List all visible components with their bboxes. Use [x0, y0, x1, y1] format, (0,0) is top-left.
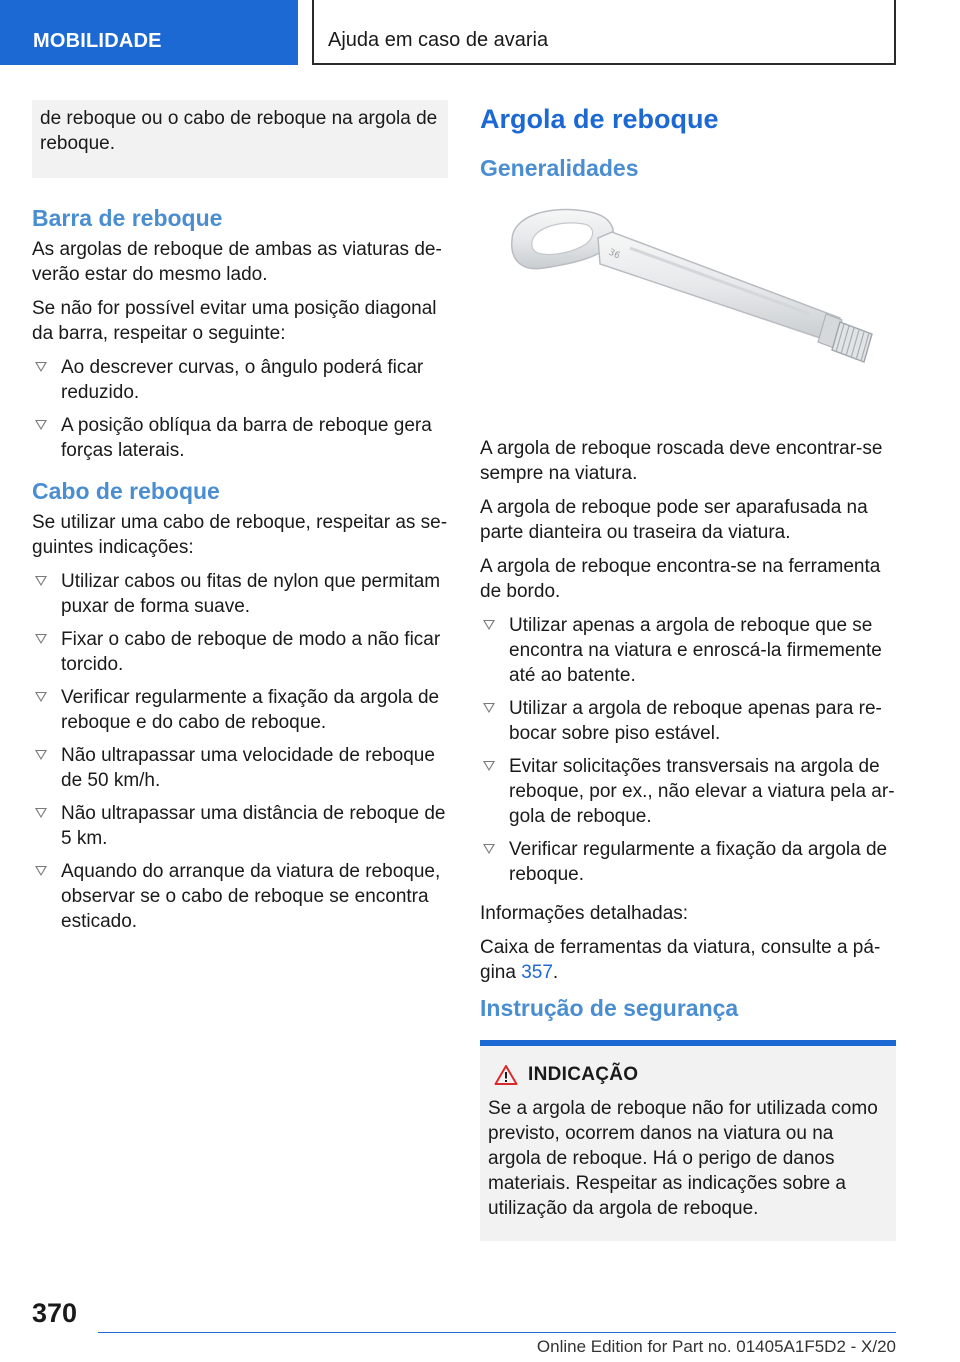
bullet-triangle-icon	[35, 692, 47, 702]
list-item: Aquando do arranque da viatura de reboque, observar se o cabo de reboque se encontra esticado.	[32, 859, 448, 934]
bullet-triangle-icon	[35, 420, 47, 430]
list-item: Não ultrapassar uma velocidade de reboque de 50 km/h.	[32, 743, 448, 793]
general-paragraph-2: A argola de reboque pode ser aparafusada na parte dianteira ou traseira da viatura.	[480, 497, 868, 543]
list-item: Utilizar a argola de reboque apenas para rebocar sobre piso estável.	[480, 696, 896, 746]
list-item: Não ultrapassar uma distância de reboque de 5 km.	[32, 801, 448, 851]
tow-rope-heading: Cabo de reboque	[32, 478, 220, 504]
page-number: 370	[32, 1298, 78, 1328]
svg-text:36: 36	[606, 247, 622, 262]
bullet-triangle-icon	[483, 620, 495, 630]
list-item: Utilizar apenas a argola de reboque que se encontra na viatura e enroscá-la firmemente até ao batente.	[480, 613, 896, 688]
towing-eye-illustration	[480, 202, 896, 392]
intro-text: de reboque ou o cabo de reboque na argola de reboque.	[40, 108, 438, 154]
tow-rope-list	[32, 569, 448, 934]
chapter-tab	[312, 0, 896, 65]
bullet-triangle-icon	[483, 703, 495, 713]
info-reference: Caixa de ferramentas da viatura, consulte a página 357.	[480, 937, 881, 983]
notice-box	[480, 1040, 896, 1241]
list-item: Fixar o cabo de reboque de modo a não ficar torcido.	[32, 627, 448, 677]
warning-triangle-icon	[494, 1064, 518, 1086]
bullet-triangle-icon	[483, 761, 495, 771]
list-item: Verificar regularmente a fixação da argola de reboque.	[480, 837, 896, 887]
list-item: Evitar solicitações transversais na argola de reboque, por ex., não elevar a viatura pela argola de reboque.	[480, 754, 896, 829]
notice-header	[488, 1064, 888, 1086]
footer-divider	[98, 1332, 896, 1333]
info-label: Informações detalhadas:	[480, 903, 689, 924]
general-heading: Generalidades	[480, 155, 639, 181]
list-item: Verificar regularmente a fixação da argola de reboque e do cabo de reboque.	[32, 685, 448, 735]
tow-bar-paragraph-2: Se não for possível evitar uma posição diagonal da barra, respeitar o seguinte:	[32, 298, 437, 344]
page-reference-link[interactable]: 357	[521, 962, 553, 983]
section-tab	[0, 0, 298, 65]
safety-heading: Instrução de segurança	[480, 995, 739, 1021]
tow-bar-heading: Barra de reboque	[32, 205, 223, 231]
left-column	[32, 100, 448, 948]
general-list	[480, 613, 896, 887]
chapter-label: Ajuda em caso de avaria	[328, 29, 549, 51]
list-item: A posição oblíqua da barra de reboque gera forças laterais.	[32, 413, 448, 463]
bullet-triangle-icon	[35, 576, 47, 586]
general-paragraph-3: A argola de reboque encontra-se na ferramenta de bordo.	[480, 556, 881, 602]
section-label: MOBILIDADE	[33, 30, 162, 52]
general-paragraph-1: A argola de reboque roscada deve encontrar-se sempre na viatura.	[480, 438, 883, 484]
bullet-triangle-icon	[35, 866, 47, 876]
towing-eye-heading: Argola de reboque	[480, 104, 719, 134]
tow-bar-paragraph-1: As argolas de reboque de ambas as viaturas deverão estar do mesmo lado.	[32, 239, 442, 285]
bullet-triangle-icon	[35, 634, 47, 644]
list-item: Ao descrever curvas, o ângulo poderá ficar reduzido.	[32, 355, 448, 405]
intro-box	[32, 100, 448, 178]
bullet-triangle-icon	[483, 844, 495, 854]
footer-edition: Online Edition for Part no. 01405A1F5D2 - X/20	[536, 1337, 896, 1356]
bullet-triangle-icon	[35, 750, 47, 760]
notice-title: INDICAÇÃO	[528, 1064, 639, 1085]
bullet-triangle-icon	[35, 808, 47, 818]
right-column	[480, 100, 896, 1241]
bullet-triangle-icon	[35, 362, 47, 372]
tow-rope-paragraph-1: Se utilizar uma cabo de reboque, respeitar as seguintes indicações:	[32, 512, 448, 558]
tow-bar-list	[32, 355, 448, 463]
notice-text: Se a argola de reboque não for utilizada como previsto, ocorrem danos na viatura ou na argola de reboque. Há o perigo de danos materiais. Respeitar as indicações sobre a utilização da argola de reboque.	[488, 1098, 878, 1219]
list-item: Utilizar cabos ou fitas de nylon que permitam puxar de forma suave.	[32, 569, 448, 619]
